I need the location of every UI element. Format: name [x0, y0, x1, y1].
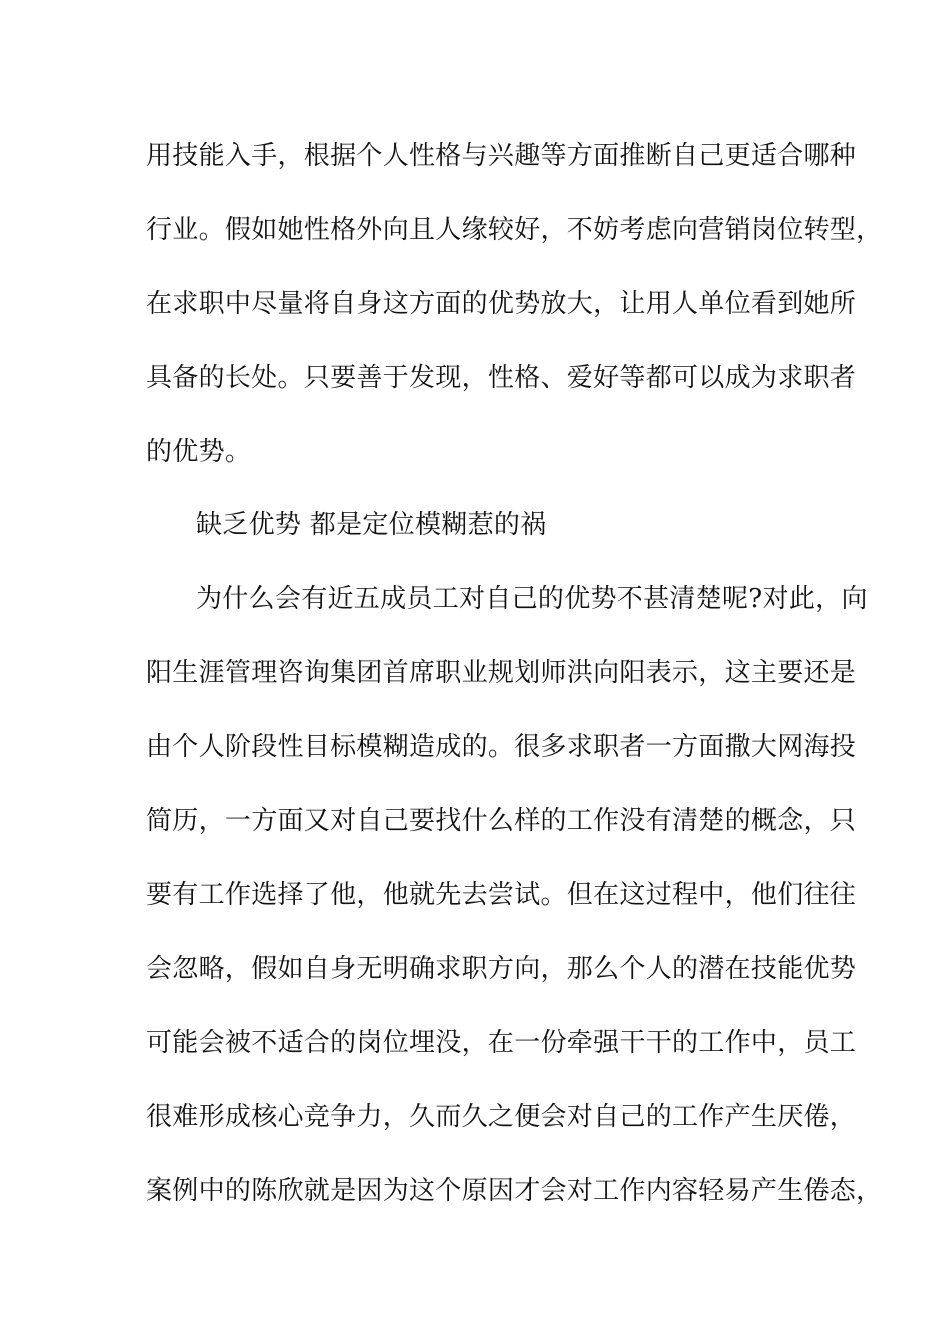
paragraph-line: 要有工作选择了他，他就先去尝试。但在这过程中，他们往往 [146, 880, 857, 910]
paragraph-line: 阳生涯管理咨询集团首席职业规划师洪向阳表示，这主要还是 [146, 658, 857, 688]
paragraph-line: 由个人阶段性目标模糊造成的。很多求职者一方面撒大网海投 [146, 732, 857, 762]
paragraph-line: 在求职中尽量将自身这方面的优势放大，让用人单位看到她所 [146, 289, 857, 319]
paragraph-line: 会忽略，假如自身无明确求职方向，那么个人的潜在技能优势 [146, 954, 857, 984]
paragraph-line: 的优势。 [146, 437, 252, 467]
paragraph-line: 可能会被不适合的岗位埋没，在一份牵强干干的工作中，员工 [146, 1028, 857, 1058]
paragraph-line: 行业。假如她性格外向且人缘较好，不妨考虑向营销岗位转型， [146, 215, 883, 245]
paragraph-line: 简历，一方面又对自己要找什么样的工作没有清楚的概念，只 [146, 806, 857, 836]
paragraph-line: 案例中的陈欣就是因为这个原因才会对工作内容轻易产生倦态， [146, 1176, 883, 1206]
paragraph-line: 很难形成核心竞争力，久而久之便会对自己的工作产生厌倦， [146, 1102, 857, 1132]
section-heading: 缺乏优势 都是定位模糊惹的祸 [196, 510, 547, 540]
paragraph-line: 具备的长处。只要善于发现，性格、爱好等都可以成为求职者 [146, 363, 857, 393]
paragraph-line: 为什么会有近五成员工对自己的优势不甚清楚呢?对此，向 [196, 584, 868, 614]
paragraph-line: 用技能入手，根据个人性格与兴趣等方面推断自己更适合哪种 [146, 141, 857, 171]
